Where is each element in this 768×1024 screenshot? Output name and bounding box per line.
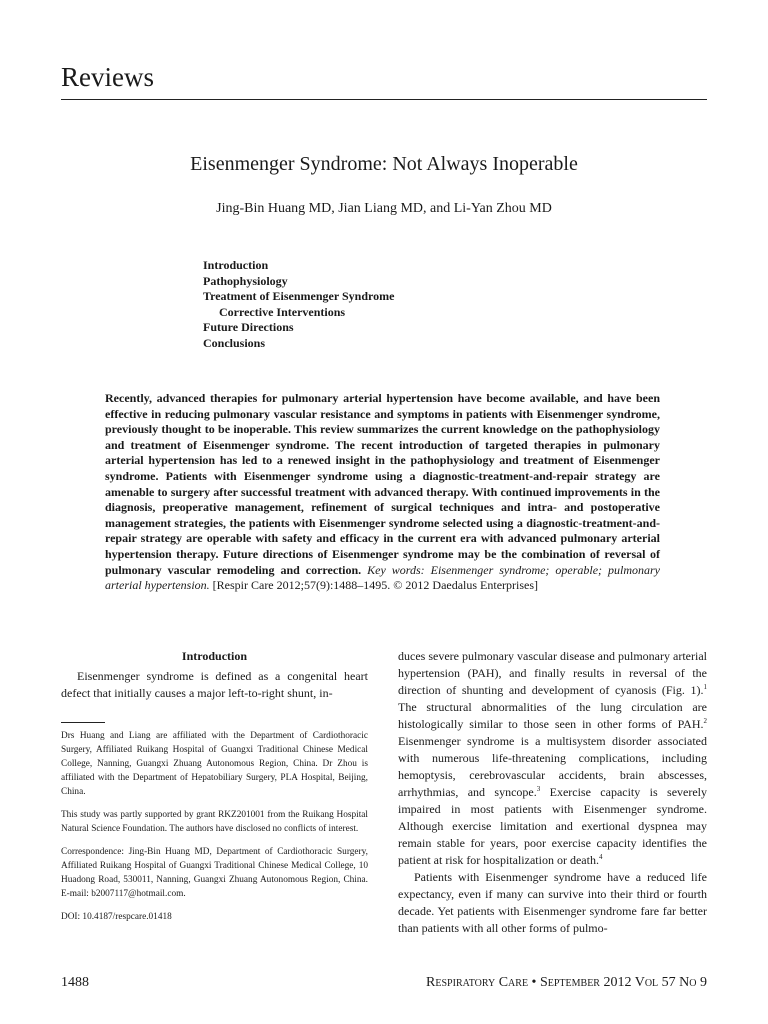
body-paragraph-2: Patients with Eisenmenger syndrome have a reduced life expectancy, even if many can survive into their third or fourth decade. Yet patients with Eisenmenger syndrome fare far better than patients with all other forms of pulmo- [398,870,707,935]
intro-paragraph: Eisenmenger syndrome is defined as a congenital heart defect that initially causes a major left-to-right shunt, in- [61,669,368,700]
section-heading-introduction: Introduction [181,649,248,663]
article-authors: Jing-Bin Huang MD, Jian Liang MD, and Li-Yan Zhou MD [216,201,552,216]
footnote-doi: DOI: 10.4187/respcare.01418 [61,912,172,922]
footnote-affiliations: Drs Huang and Liang are affiliated with the Department of Cardiothoracic Surgery, Affiliated Ruikang Hospital of Guangxi Traditional Chinese Medical College, Nanning, Guangxi Zhuang Autonomous Region, China. Dr Zhou is affiliated with the Department of Hepatobiliary Surgery, PLA Hospital, Beijing, China. [61,731,368,797]
toc-item-pathophysiology: Pathophysiology [203,273,288,288]
left-column [61,648,368,702]
toc-item-treatment: Treatment of Eisenmenger Syndrome [203,289,395,304]
citation-ref: 1 [703,683,707,691]
body-paragraph-1 [398,648,707,869]
right-column [398,648,707,937]
header-rule [61,99,707,100]
citation-ref: 2 [703,717,707,725]
toc-item-future-directions: Future Directions [203,320,294,335]
abstract-citation: [Respir Care 2012;57(9):1488–1495. © 2012 Daedalus Enterprises] [212,578,539,593]
footnotes [61,729,368,933]
footnote-rule [61,722,105,723]
body-text: The structural abnormalities of the lung circulation are histologically similar to those seen in other forms of PAH. [398,700,707,731]
section-label: Reviews [61,62,154,92]
abstract [105,391,660,594]
body-text: Eisenmenger syndrome is a multisystem disorder associated with numerous life-threatening complications, including hemoptysis, cerebrovascular accidents, brain abscesses, arrhythmias, and syncope. [398,734,707,799]
footnote-correspondence: Correspondence: Jing-Bin Huang MD, Department of Cardiothoracic Surgery, Affiliated Ruikang Hospital of Guangxi Traditional Chinese Medical College, 10 Huadong Road, 530011, Nanning, Guangxi Zhuang Autonomous Region, China. E-mail: b2007117@hotmail.com. [61,847,368,899]
citation-ref: 4 [598,853,603,861]
table-of-contents [203,258,394,352]
abstract-body: Recently, advanced therapies for pulmonary arterial hypertension have become available, and have been effective in reducing pulmonary vascular resistance and symptoms in patients with Eisenmenger syndrome, previously thought to be inoperable. This review summarizes the current knowledge on the pathophysiology and treatment of Eisenmenger syndrome. The recent introduction of targeted therapies in pulmonary arterial hypertension has led to a renewed insight in the pathophysiology and treatment of Eisenmenger syndrome. Patients with Eisenmenger syndrome using a diagnostic-treatment-and-repair strategy are amenable to surgery after successful treatment with advanced therapy. With continued improvements in the diagnosis, preoperative management, refinement of surgical techniques and intra- and postoperative management strategies, the patients with Eisenmenger syndrome selected using a diagnostic-treatment-and-repair strategy are operable with safety and efficacy in the current era with advanced pulmonary arterial hypertension therapy. Future directions of Eisenmenger syndrome may be the combination of reversal of pulmonary vascular remodeling and correction. [105,391,660,577]
toc-item-corrective-interventions: Corrective Interventions [219,304,346,319]
journal-footer: Respiratory Care • September 2012 Vol 57 No 9 [426,975,707,990]
citation-ref: 3 [536,785,541,793]
abstract-keywords: Key words: Eisenmenger syndrome; operable; pulmonary arterial hypertension. [105,562,660,593]
footnote-funding: This study was partly supported by grant RKZ201001 from the Ruikang Hospital Natural Science Foundation. The authors have disclosed no conflicts of interest. [61,810,368,834]
toc-item-introduction: Introduction [203,258,269,272]
article-title: Eisenmenger Syndrome: Not Always Inoperable [190,153,578,175]
toc-item-conclusions: Conclusions [203,335,266,350]
page-number: 1488 [61,975,89,990]
body-text: Exercise capacity is severely impaired in most patients with Eisenmenger syndrome. Although exercise limitation and exertional dyspnea may remain stable for years, poor exercise capacity identifies the patient at risk for hospitalization or death. [398,785,708,867]
body-text: duces severe pulmonary vascular disease and pulmonary arterial hypertension (PAH), and finally results in reversal of the direction of shunting and development of cyanosis (Fig. 1). [398,649,707,697]
